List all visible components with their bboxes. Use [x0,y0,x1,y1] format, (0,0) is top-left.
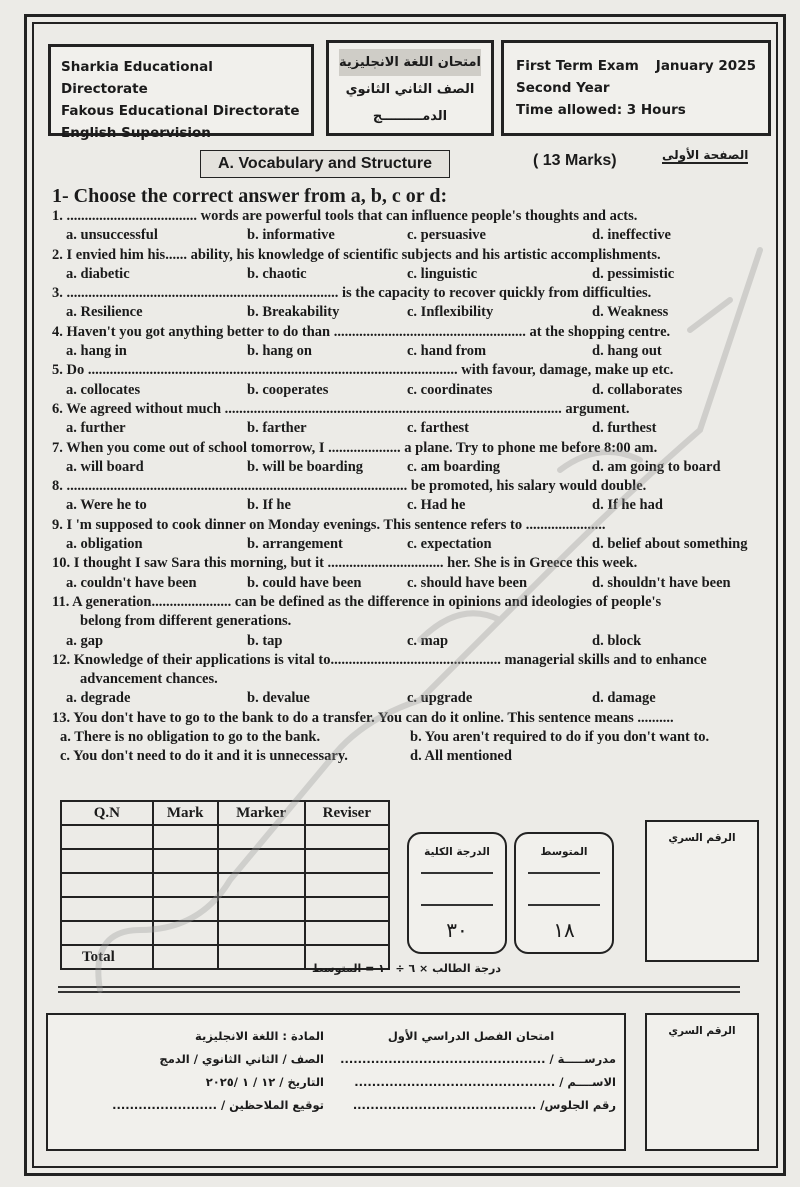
option-d[interactable]: d. pessimistic [592,265,675,282]
option-a[interactable]: a. hang in [66,343,127,360]
cell[interactable] [305,873,389,897]
total-score-box [407,832,507,954]
option-d[interactable]: d. block [592,632,642,649]
question-text: 4. Haven't you got anything better to do than ..................................................... at the shopping centre. [52,323,671,340]
option-a[interactable]: a. obligation [66,536,143,553]
header-marker: Marker [218,801,305,825]
option-b[interactable]: b. You aren't required to do if you don't want to. [410,729,710,746]
header-arabic-box [326,40,494,136]
option-b[interactable]: b. cooperates [247,381,329,398]
options-row [52,632,752,651]
arabic-track: الدمـــــــــج [372,109,448,124]
option-a[interactable]: a. will board [66,458,144,475]
exam-year: Second Year [516,80,610,96]
option-c[interactable]: c. should have been [407,574,528,591]
question-4 [52,323,752,362]
options-row [52,689,752,708]
option-b[interactable]: b. chaotic [247,265,307,282]
divider [528,904,600,906]
question-text: 12. Knowledge of their applications is vital to............................................... managerial skills and to enhance [52,651,707,668]
divider [421,872,493,874]
question-text: 2. I envied him his...... ability, his knowledge of scientific subjects and his artistic accomplishments. [52,246,661,263]
option-a[interactable]: a. unsuccessful [66,227,158,244]
cell[interactable] [153,849,218,873]
question-7 [52,439,752,478]
cell[interactable] [218,849,305,873]
cell[interactable] [61,849,153,873]
option-c[interactable]: c. Had he [407,497,466,514]
cell[interactable] [153,873,218,897]
options-row [52,381,752,400]
exam-details [54,1025,324,1117]
divider [421,904,493,906]
instruction: 1- Choose the correct answer from a, b, c or d: [52,185,448,207]
option-b[interactable]: b. farther [247,420,307,437]
question-8 [52,477,752,516]
question-text-continued: advancement chances. [80,671,218,688]
arabic-exam-title: امتحان اللغة الانجليزية [339,49,481,76]
cell[interactable] [305,849,389,873]
option-d[interactable]: d. damage [592,690,656,707]
cell[interactable] [61,873,153,897]
question-9 [52,516,752,555]
options-row [52,496,752,515]
option-a[interactable]: a. couldn't have been [66,574,197,591]
cell[interactable] [305,921,389,945]
exam-term: First Term Exam [516,58,639,74]
secret-number-label: الرقم السري [668,1025,736,1037]
options-row [52,419,752,438]
cut-line [58,991,740,993]
question-text: 1. .................................... words are powerful tools that can influence people's thoughts and acts. [52,208,638,224]
option-d[interactable]: d. Weakness [592,304,669,321]
question-3 [52,284,752,323]
cell[interactable] [218,897,305,921]
average-score-box [514,832,614,954]
option-d[interactable]: d. furthest [592,420,657,437]
option-d[interactable]: d. ineffective [592,227,671,244]
questions-list [52,207,752,767]
divider [528,872,600,874]
directorate-line: English Supervision [61,125,211,141]
option-b[interactable]: b. arrangement [247,536,343,553]
grading-table [60,800,390,970]
directorate-line: Sharkia Educational Directorate [61,59,213,97]
proctor-signature-field[interactable]: توقيع الملاحظين / ........................ [112,1098,324,1112]
option-c[interactable]: c. expectation [407,536,492,553]
cell[interactable] [61,825,153,849]
average-formula: درجة الطالب × ٦ ÷ ١٠ = المتوسط [312,962,501,975]
average-score-label: المتوسط [540,846,588,858]
student-info-box [46,1013,626,1151]
cell[interactable] [218,873,305,897]
option-c[interactable]: c. You don't need to do it and it is unnecessary. [60,748,348,765]
footer-date: التاريخ / ١٢ / ١ /٢٠٢٥ [205,1075,324,1089]
question-2 [52,246,752,285]
question-text: 6. We agreed without much ............................................................................................. argument. [52,400,630,417]
question-12 [52,651,752,709]
cell[interactable] [153,897,218,921]
option-a[interactable]: a. gap [66,632,104,649]
option-b[interactable]: b. tap [247,632,283,649]
options-row [52,535,752,554]
option-a[interactable]: a. diabetic [66,265,130,282]
grading-row [61,921,389,945]
question-text: 9. I 'm supposed to cook dinner on Monday evenings. This sentence refers to ...................... [52,516,606,533]
option-c[interactable]: c. hand from [407,343,487,360]
option-c[interactable]: c. linguistic [407,265,478,282]
question-text: 10. I thought I saw Sara this morning, but it ................................ her. She is in Greece this week. [52,555,638,572]
cell[interactable] [61,921,153,945]
option-b[interactable]: b. could have been [247,574,362,591]
option-d[interactable]: d. If he had [592,497,663,514]
options-row [52,303,752,322]
option-d[interactable]: d. shouldn't have been [592,574,731,591]
option-a[interactable]: a. Were he to [66,497,147,514]
header-reviser: Reviser [305,801,389,825]
option-a[interactable]: a. further [66,420,126,437]
options-row [52,458,752,477]
total-label: Total [61,945,153,969]
question-6 [52,400,752,439]
header-exam-info-box [501,40,771,136]
name-field[interactable]: الاســــم / .............................................. [354,1075,616,1089]
directorate-line: Fakous Educational Directorate [61,103,300,119]
section-title: A. Vocabulary and Structure [200,150,450,178]
question-text: 8. .............................................................................................. be promoted, his salary would double. [52,478,647,495]
option-d[interactable]: d. am going to board [592,458,721,475]
section-marks: ( 13 Marks) [533,152,617,169]
options-row [52,265,752,284]
header-qn: Q.N [61,801,153,825]
grading-row [61,849,389,873]
grading-row [61,897,389,921]
option-b[interactable]: b. Breakability [247,304,340,321]
option-c[interactable]: c. Inflexibility [407,304,494,321]
options-row [52,226,752,245]
total-score-label: الدرجة الكلية [424,846,490,858]
header-directorate-box [48,44,314,141]
grading-row [61,825,389,849]
cell[interactable] [153,921,218,945]
options-grid [52,728,752,767]
cut-line [58,986,740,988]
footer-subject: المادة : اللغة الانجليزية [195,1029,324,1043]
average-score-value: ١٨ [553,918,575,942]
student-fields [326,1025,616,1117]
option-b[interactable]: b. devalue [247,690,310,707]
arabic-grade: الصف الثاني الثانوي [345,82,475,97]
option-c[interactable]: c. farthest [407,420,470,437]
header-mark: Mark [153,801,218,825]
cell[interactable] [305,897,389,921]
option-d[interactable]: d. hang out [592,343,662,360]
option-c[interactable]: c. upgrade [407,690,473,707]
option-c[interactable]: c. map [407,632,449,649]
option-b[interactable]: b. hang on [247,343,312,360]
question-text: 7. When you come out of school tomorrow, I .................... a plane. Try to phone me before 8:00 am. [52,439,658,456]
option-d[interactable]: d. collaborates [592,381,683,398]
page-label: الصفحة الأولى [662,148,749,162]
cell[interactable] [153,825,218,849]
option-c[interactable]: c. persuasive [407,227,486,244]
cell[interactable] [153,945,218,969]
question-11 [52,593,752,651]
question-text: 11. A generation...................... can be defined as the difference in opinions and ideologies of people's [52,593,662,610]
question-text-continued: belong from different generations. [80,613,292,630]
total-score-value: ٣٠ [446,918,468,942]
seat-number-field[interactable]: رقم الجلوس/ .......................................... [352,1098,616,1112]
option-a[interactable]: a. collocates [66,381,141,398]
option-c[interactable]: c. am boarding [407,458,501,475]
question-text: 13. You don't have to go to the bank to do a transfer. You can do it online. This sentence means .......... [52,709,674,726]
option-b[interactable]: b. If he [247,497,291,514]
cell[interactable] [218,921,305,945]
option-b[interactable]: b. informative [247,227,335,244]
grading-row [61,873,389,897]
question-text: 5. Do ...................................................................................................... with favour, damage, make up etc. [52,362,674,379]
exam-time: Time allowed: 3 Hours [516,102,686,118]
secret-number-box[interactable] [645,820,759,962]
secret-number-box-footer[interactable] [645,1013,759,1151]
footer-grade: الصف / الثاني الثانوي / الدمج [159,1052,324,1066]
question-13 [52,709,752,767]
option-a[interactable]: a. degrade [66,690,131,707]
cell[interactable] [218,945,305,969]
question-text: 3. ........................................................................... is the capacity to recover quickly from difficulties. [52,285,652,302]
cell[interactable] [218,825,305,849]
question-1 [52,207,752,246]
option-c[interactable]: c. coordinates [407,381,493,398]
option-b[interactable]: b. will be boarding [247,458,364,475]
grading-header-row [61,801,389,825]
cell[interactable] [305,825,389,849]
question-5 [52,361,752,400]
school-field[interactable]: مدرســـــة / ............................................... [340,1052,616,1066]
cell[interactable] [61,897,153,921]
question-10 [52,554,752,593]
footer-exam-title: امتحان الفصل الدراسي الأول [387,1029,555,1043]
exam-date: January 2025 [655,58,756,74]
options-row [52,342,752,361]
secret-number-label: الرقم السري [668,832,736,844]
option-a[interactable]: a. There is no obligation to go to the bank. [60,729,321,746]
options-row [52,574,752,593]
option-a[interactable]: a. Resilience [66,304,143,321]
option-d[interactable]: d. All mentioned [410,748,512,765]
option-d[interactable]: d. belief about something [592,536,748,553]
